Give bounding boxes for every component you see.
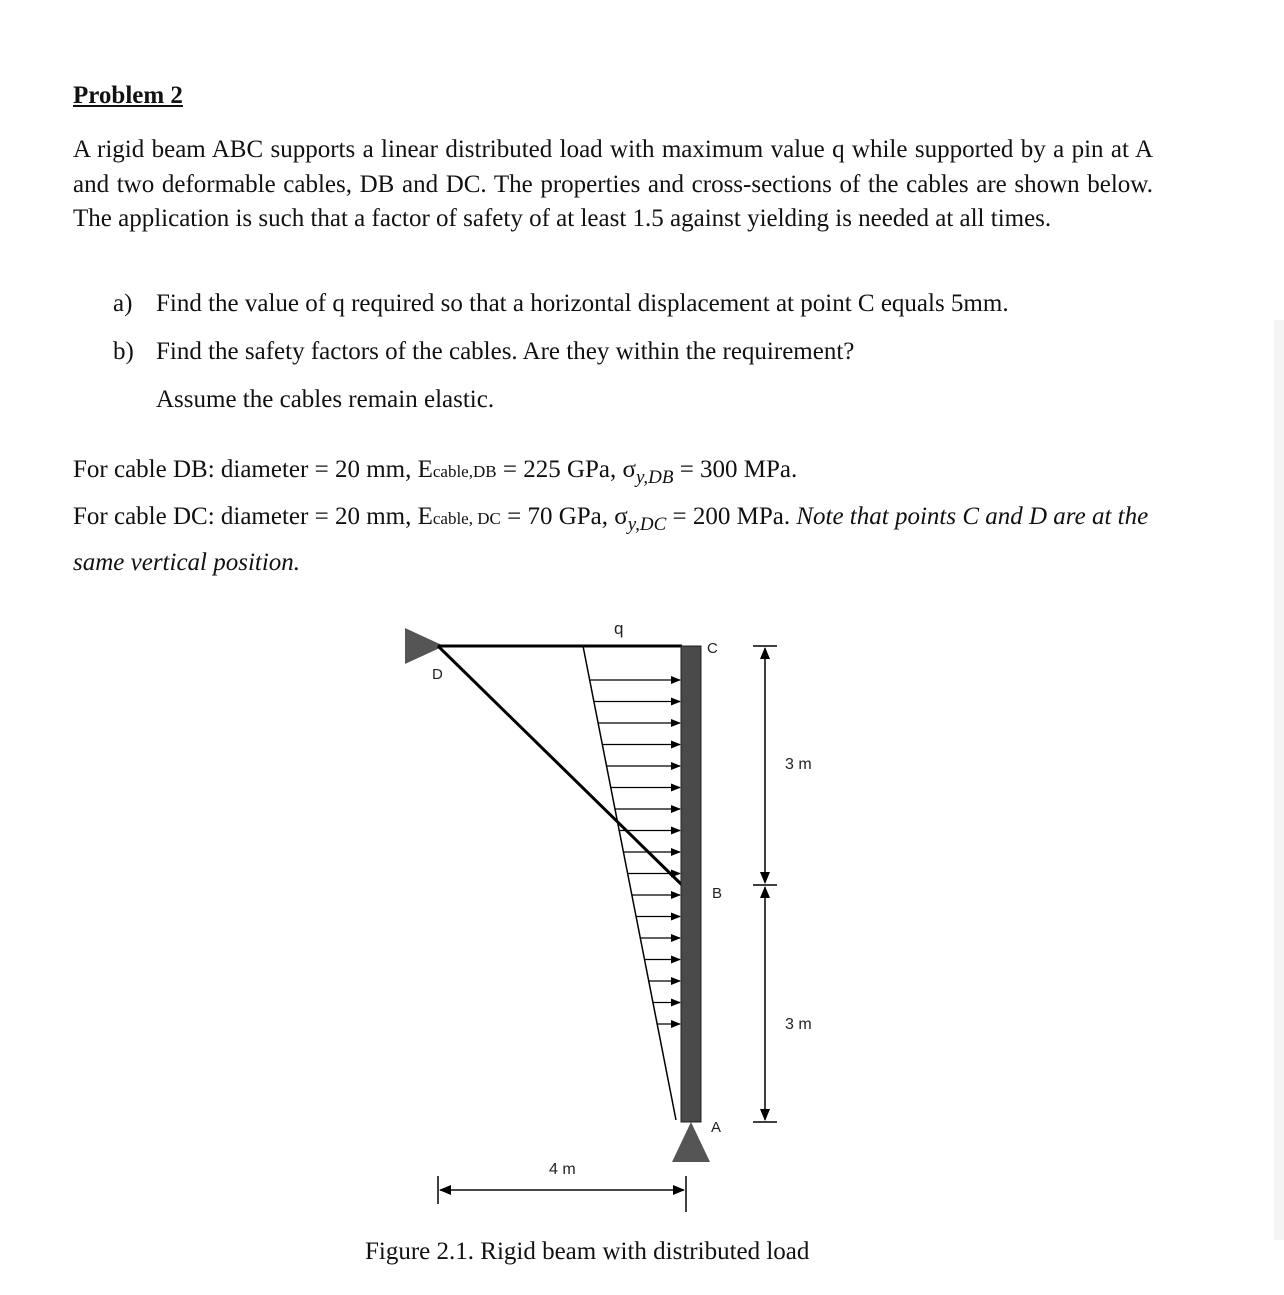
q-label: q <box>614 619 624 638</box>
cable-db-sub: cable,DB <box>432 462 497 481</box>
figure-caption: Figure 2.1. Rigid beam with distributed load <box>365 1238 810 1265</box>
rigid-beam <box>681 646 701 1122</box>
dim-lower-label: 3 m <box>785 1016 812 1033</box>
question-b-label: b) <box>113 338 134 365</box>
page-edge-shadow <box>1274 320 1284 1240</box>
question-a-label: a) <box>113 290 133 317</box>
elastic-note: Assume the cables remain elastic. <box>156 386 495 413</box>
problem-statement: A rigid beam ABC supports a linear distributed load with maximum value q while supported by a pin at A and two deformable cables, DB and DC. The properties and cross-sections of the cables are shown below. The application is such that a factor of safety of at least 1.5 against yielding is needed at all times. <box>73 136 1153 232</box>
load-arrows <box>590 680 680 1024</box>
dim-upper-label: 3 m <box>785 756 812 773</box>
question-b-text: Find the safety factors of the cables. Are they within the requirement? <box>156 338 855 365</box>
cable-dc-prefix: For cable DC: diameter = 20 mm, E <box>73 502 433 530</box>
cable-dc-sub: cable, DC <box>432 508 501 528</box>
load-envelope <box>583 646 676 1120</box>
c-label: C <box>707 640 718 657</box>
a-label: A <box>711 1119 722 1136</box>
cable-db-sigma-sub: y,DB <box>635 467 674 488</box>
problem-title: Problem 2 <box>73 82 183 109</box>
cable-dc-yield: = 200 MPa. <box>666 502 797 530</box>
cable-dc-sigma-sub: y,DC <box>627 513 667 535</box>
a-pin-support <box>672 1122 710 1162</box>
d-label: D <box>432 666 443 683</box>
cable-dc-modulus: = 70 GPa, σ <box>500 502 628 530</box>
cable-dc-note: Note that points C and D are at the same vertical position. <box>73 502 1149 576</box>
cable-db-prefix: For cable DB: diameter = 20 mm, E <box>73 456 433 483</box>
dim-h-label: 4 m <box>549 1161 576 1178</box>
cable-db-modulus: = 225 GPa, σ <box>496 456 636 483</box>
question-a-text: Find the value of q required so that a horizontal displacement at point C equals 5mm. <box>156 290 1009 317</box>
cable-db-yield: = 300 MPa. <box>673 456 798 483</box>
b-label: B <box>712 885 723 902</box>
